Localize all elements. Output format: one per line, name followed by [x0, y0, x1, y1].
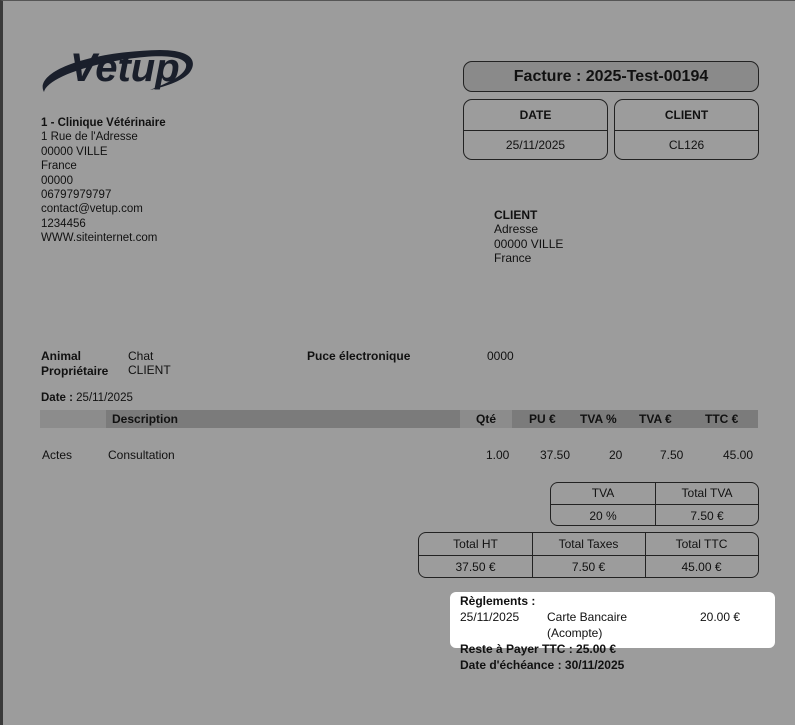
row-pu: 37.50	[540, 448, 571, 462]
vetup-logo	[40, 34, 200, 96]
sender-address	[41, 116, 166, 246]
divider	[419, 555, 758, 556]
remaining-to-pay: Reste à Payer TTC : 25.00 €	[460, 642, 617, 656]
client-line: France	[494, 251, 532, 266]
vat-rate-value: 20 %	[589, 509, 617, 523]
visit-date-label: Date :	[41, 392, 73, 404]
row-category: Actes	[42, 448, 73, 462]
owner-value: CLIENT	[128, 363, 171, 377]
client-box-value: CL126	[668, 138, 705, 152]
header-qty: Qté	[476, 412, 497, 426]
clinic-name: 1 - Clinique Vétérinaire	[41, 117, 166, 129]
client-box	[614, 99, 759, 160]
total-taxes-value: 7.50 €	[571, 560, 606, 574]
header-description: Description	[112, 412, 179, 426]
vat-rate-header: TVA	[591, 486, 615, 500]
client-name: CLIENT	[494, 208, 538, 222]
sender-line: 00000	[41, 174, 73, 187]
sender-email: contact@vetup.com	[41, 203, 143, 216]
payment-date: 25/11/2025	[460, 610, 520, 624]
items-table-header	[40, 410, 758, 428]
sender-website: WWW.siteinternet.com	[41, 232, 158, 245]
totals-table	[418, 532, 759, 578]
client-address	[494, 208, 563, 266]
row-description: Consultation	[108, 448, 175, 462]
total-ht-header: Total HT	[453, 537, 498, 551]
due-date: Date d'échéance : 30/11/2025	[460, 658, 625, 672]
vat-total-value: 7.50 €	[690, 509, 724, 523]
payment-amount: 20.00 €	[700, 610, 741, 624]
sender-phone: 06797979797	[41, 189, 112, 202]
row-tva: 7.50	[660, 448, 684, 462]
header-ttc: TTC €	[705, 412, 739, 426]
payments-title: Règlements :	[460, 594, 536, 608]
payment-method: Carte Bancaire	[547, 610, 628, 624]
total-ttc-value: 45.00 €	[681, 560, 722, 574]
visit-date	[41, 392, 133, 404]
header-pu: PU €	[529, 412, 556, 426]
chip-label: Puce électronique	[307, 349, 411, 363]
row-qty: 1.00	[486, 448, 510, 462]
visit-date-value: 25/11/2025	[76, 392, 133, 404]
animal-value: Chat	[128, 349, 154, 363]
sender-line: 00000 VILLE	[41, 145, 108, 158]
header-tva-pct: TVA %	[580, 412, 617, 426]
header-tva: TVA €	[639, 412, 672, 426]
date-box	[463, 99, 608, 160]
total-ht-value: 37.50 €	[455, 560, 496, 574]
header-spacer	[40, 410, 106, 428]
total-taxes-header: Total Taxes	[558, 537, 619, 551]
animal-label: Animal	[41, 349, 82, 363]
owner-label: Propriétaire	[41, 364, 109, 378]
payment-note: (Acompte)	[547, 626, 603, 640]
sender-line: 1 Rue de l'Adresse	[41, 131, 138, 144]
logo-text: Vetup	[70, 46, 180, 90]
date-box-value: 25/11/2025	[505, 138, 566, 152]
vat-summary-table	[550, 482, 759, 526]
vat-total-header: Total TVA	[681, 486, 733, 500]
payments-section	[460, 594, 535, 610]
total-ttc-header: Total TTC	[675, 537, 728, 551]
invoice-title: Facture : 2025-Test-00194	[463, 61, 759, 92]
client-line: Adresse	[494, 222, 539, 237]
sender-line: 1234456	[41, 217, 86, 230]
chip-value: 0000	[487, 349, 514, 363]
table-row	[40, 446, 758, 464]
date-box-label: DATE	[464, 100, 607, 131]
row-tva-pct: 20	[609, 448, 623, 462]
client-line: 00000 VILLE	[494, 236, 564, 251]
client-box-label: CLIENT	[615, 100, 758, 131]
sender-line: France	[41, 160, 77, 173]
row-ttc: 45.00	[723, 448, 754, 462]
